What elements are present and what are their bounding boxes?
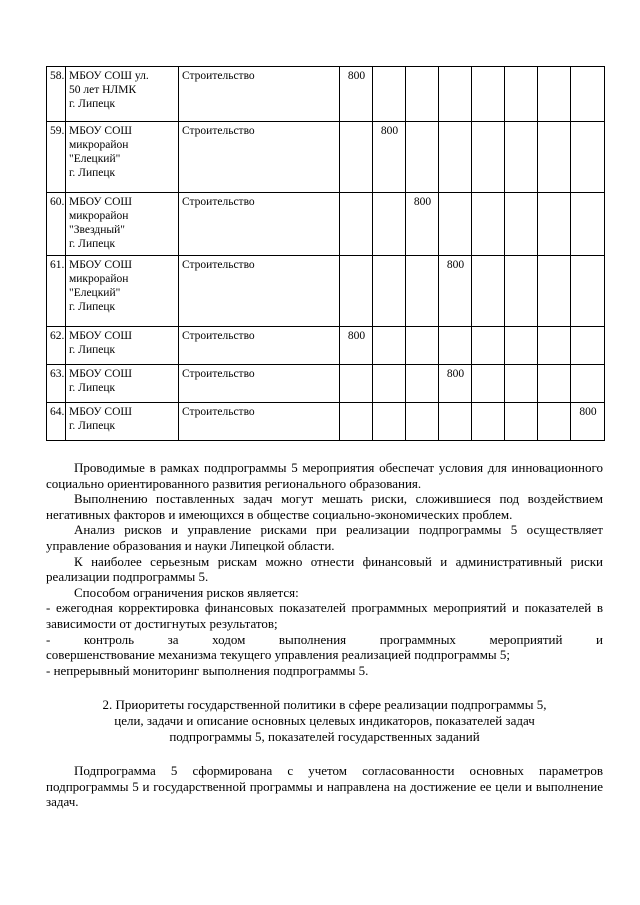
value-cell: 800 [439, 256, 472, 327]
section-heading-line: цели, задачи и описание основных целевых индикаторов, показателей задач [114, 712, 535, 728]
organization-line: "Елецкий" [69, 287, 121, 299]
value-cell: 800 [406, 193, 439, 256]
paragraph: Проводимые в рамках подпрограммы 5 мероприятия обеспечат условия для инновационного социально ориентированного развития регионального образования. [46, 460, 603, 491]
value-cell [340, 365, 373, 403]
value-cell [439, 327, 472, 365]
organization-line: г. Липецк [69, 98, 116, 110]
list-item: - ежегодная корректировка финансовых показателей программных мероприятий и показателей в зависимости от достигнутых результатов; [46, 600, 603, 631]
value-cell: 800 [340, 327, 373, 365]
work-type-cell: Строительство [179, 122, 340, 193]
value-cell [406, 327, 439, 365]
paragraph: Способом ограничения рисков является: [74, 584, 299, 600]
list-item: - непрерывный мониторинг выполнения подпрограммы 5. [46, 662, 369, 678]
value-cell [571, 256, 605, 327]
value-cell [505, 327, 538, 365]
value-cell: 800 [571, 403, 605, 441]
organization-line: микрорайон [69, 273, 129, 285]
work-type-cell: Строительство [179, 403, 340, 441]
organization-line: г. Липецк [69, 301, 116, 313]
value-cell [406, 122, 439, 193]
value-cell [373, 327, 406, 365]
organization-cell [66, 122, 179, 193]
table-row [47, 365, 605, 403]
organization-line: МБОУ СОШ [69, 259, 133, 271]
organization-line: МБОУ СОШ [69, 330, 133, 342]
list-item-continuation: совершенствование механизма текущего управления реализацией подпрограммы 5; [46, 647, 511, 663]
value-cell [472, 365, 505, 403]
row-number: 61. [47, 256, 66, 327]
work-type-cell: Строительство [179, 365, 340, 403]
work-type-cell: Строительство [179, 67, 340, 122]
value-cell [538, 193, 571, 256]
organization-cell [66, 403, 179, 441]
row-number: 62. [47, 327, 66, 365]
organization-line: "Елецкий" [69, 153, 121, 165]
value-cell [340, 256, 373, 327]
organization-line: МБОУ СОШ [69, 406, 133, 418]
row-number: 60. [47, 193, 66, 256]
row-number: 64. [47, 403, 66, 441]
value-cell [571, 122, 605, 193]
organization-line: г. Липецк [69, 238, 116, 250]
organization-line: МБОУ СОШ [69, 196, 133, 208]
work-type-cell: Строительство [179, 193, 340, 256]
value-cell [439, 403, 472, 441]
table-row [47, 327, 605, 365]
organization-line: г. Липецк [69, 420, 116, 432]
construction-table [46, 66, 605, 441]
table-row [47, 403, 605, 441]
value-cell [571, 193, 605, 256]
value-cell [439, 67, 472, 122]
paragraph: Анализ рисков и управление рисками при реализации подпрограммы 5 осуществляет управление образования и науки Липецкой области. [46, 522, 603, 553]
value-cell [406, 256, 439, 327]
row-number: 59. [47, 122, 66, 193]
value-cell [373, 403, 406, 441]
value-cell [373, 67, 406, 122]
organization-cell [66, 365, 179, 403]
organization-cell [66, 256, 179, 327]
organization-line: МБОУ СОШ ул. [69, 70, 149, 82]
organization-line: микрорайон [69, 139, 129, 151]
organization-line: 50 лет НЛМК [69, 84, 137, 96]
value-cell [505, 403, 538, 441]
paragraph: К наиболее серьезным рискам можно отнести финансовый и административный риски реализации подпрограммы 5. [46, 553, 603, 585]
value-cell [538, 327, 571, 365]
paragraph: Выполнению поставленных задач могут мешать риски, сложившиеся под воздействием негативных факторов и имеющихся в обществе социально-экономических проблем. [46, 491, 603, 522]
value-cell [472, 256, 505, 327]
organization-cell [66, 67, 179, 122]
value-cell [472, 193, 505, 256]
list-item: - контроль за ходом выполнения программных мероприятий и [46, 631, 603, 647]
value-cell [505, 193, 538, 256]
value-cell [472, 327, 505, 365]
value-cell [340, 122, 373, 193]
value-cell: 800 [439, 365, 472, 403]
value-cell [538, 403, 571, 441]
value-cell [571, 67, 605, 122]
body-text [46, 460, 603, 810]
value-cell [439, 122, 472, 193]
table-row [47, 193, 605, 256]
work-type-cell: Строительство [179, 327, 340, 365]
value-cell [406, 67, 439, 122]
value-cell [538, 365, 571, 403]
organization-line: г. Липецк [69, 382, 116, 394]
organization-cell [66, 193, 179, 256]
value-cell [505, 67, 538, 122]
table-row [47, 256, 605, 327]
work-type-cell: Строительство [179, 256, 340, 327]
value-cell [439, 193, 472, 256]
value-cell [538, 122, 571, 193]
value-cell: 800 [373, 122, 406, 193]
value-cell [373, 365, 406, 403]
value-cell [340, 193, 373, 256]
organization-line: микрорайон [69, 210, 129, 222]
table-row [47, 122, 605, 193]
value-cell [571, 365, 605, 403]
paragraph: Подпрограмма 5 сформирована с учетом согласованности основных параметров подпрограммы 5 и государственной программы и направлена на достижение ее цели и выполнение задач. [46, 763, 603, 810]
value-cell [571, 327, 605, 365]
row-number: 58. [47, 67, 66, 122]
table-row [47, 67, 605, 122]
value-cell [472, 67, 505, 122]
organization-line: МБОУ СОШ [69, 125, 133, 137]
value-cell: 800 [340, 67, 373, 122]
value-cell [373, 193, 406, 256]
value-cell [472, 403, 505, 441]
value-cell [406, 365, 439, 403]
organization-line: г. Липецк [69, 344, 116, 356]
organization-line: г. Липецк [69, 167, 116, 179]
value-cell [538, 256, 571, 327]
section-heading-line: подпрограммы 5, показателей государственных заданий [169, 728, 480, 744]
organization-line: "Звездный" [69, 224, 125, 236]
value-cell [505, 256, 538, 327]
value-cell [472, 122, 505, 193]
organization-cell [66, 327, 179, 365]
organization-line: МБОУ СОШ [69, 368, 133, 380]
value-cell [538, 67, 571, 122]
value-cell [505, 365, 538, 403]
section-heading-line: 2. Приоритеты государственной политики в сфере реализации подпрограммы 5, [102, 697, 547, 713]
value-cell [340, 403, 373, 441]
value-cell [373, 256, 406, 327]
value-cell [505, 122, 538, 193]
value-cell [406, 403, 439, 441]
row-number: 63. [47, 365, 66, 403]
